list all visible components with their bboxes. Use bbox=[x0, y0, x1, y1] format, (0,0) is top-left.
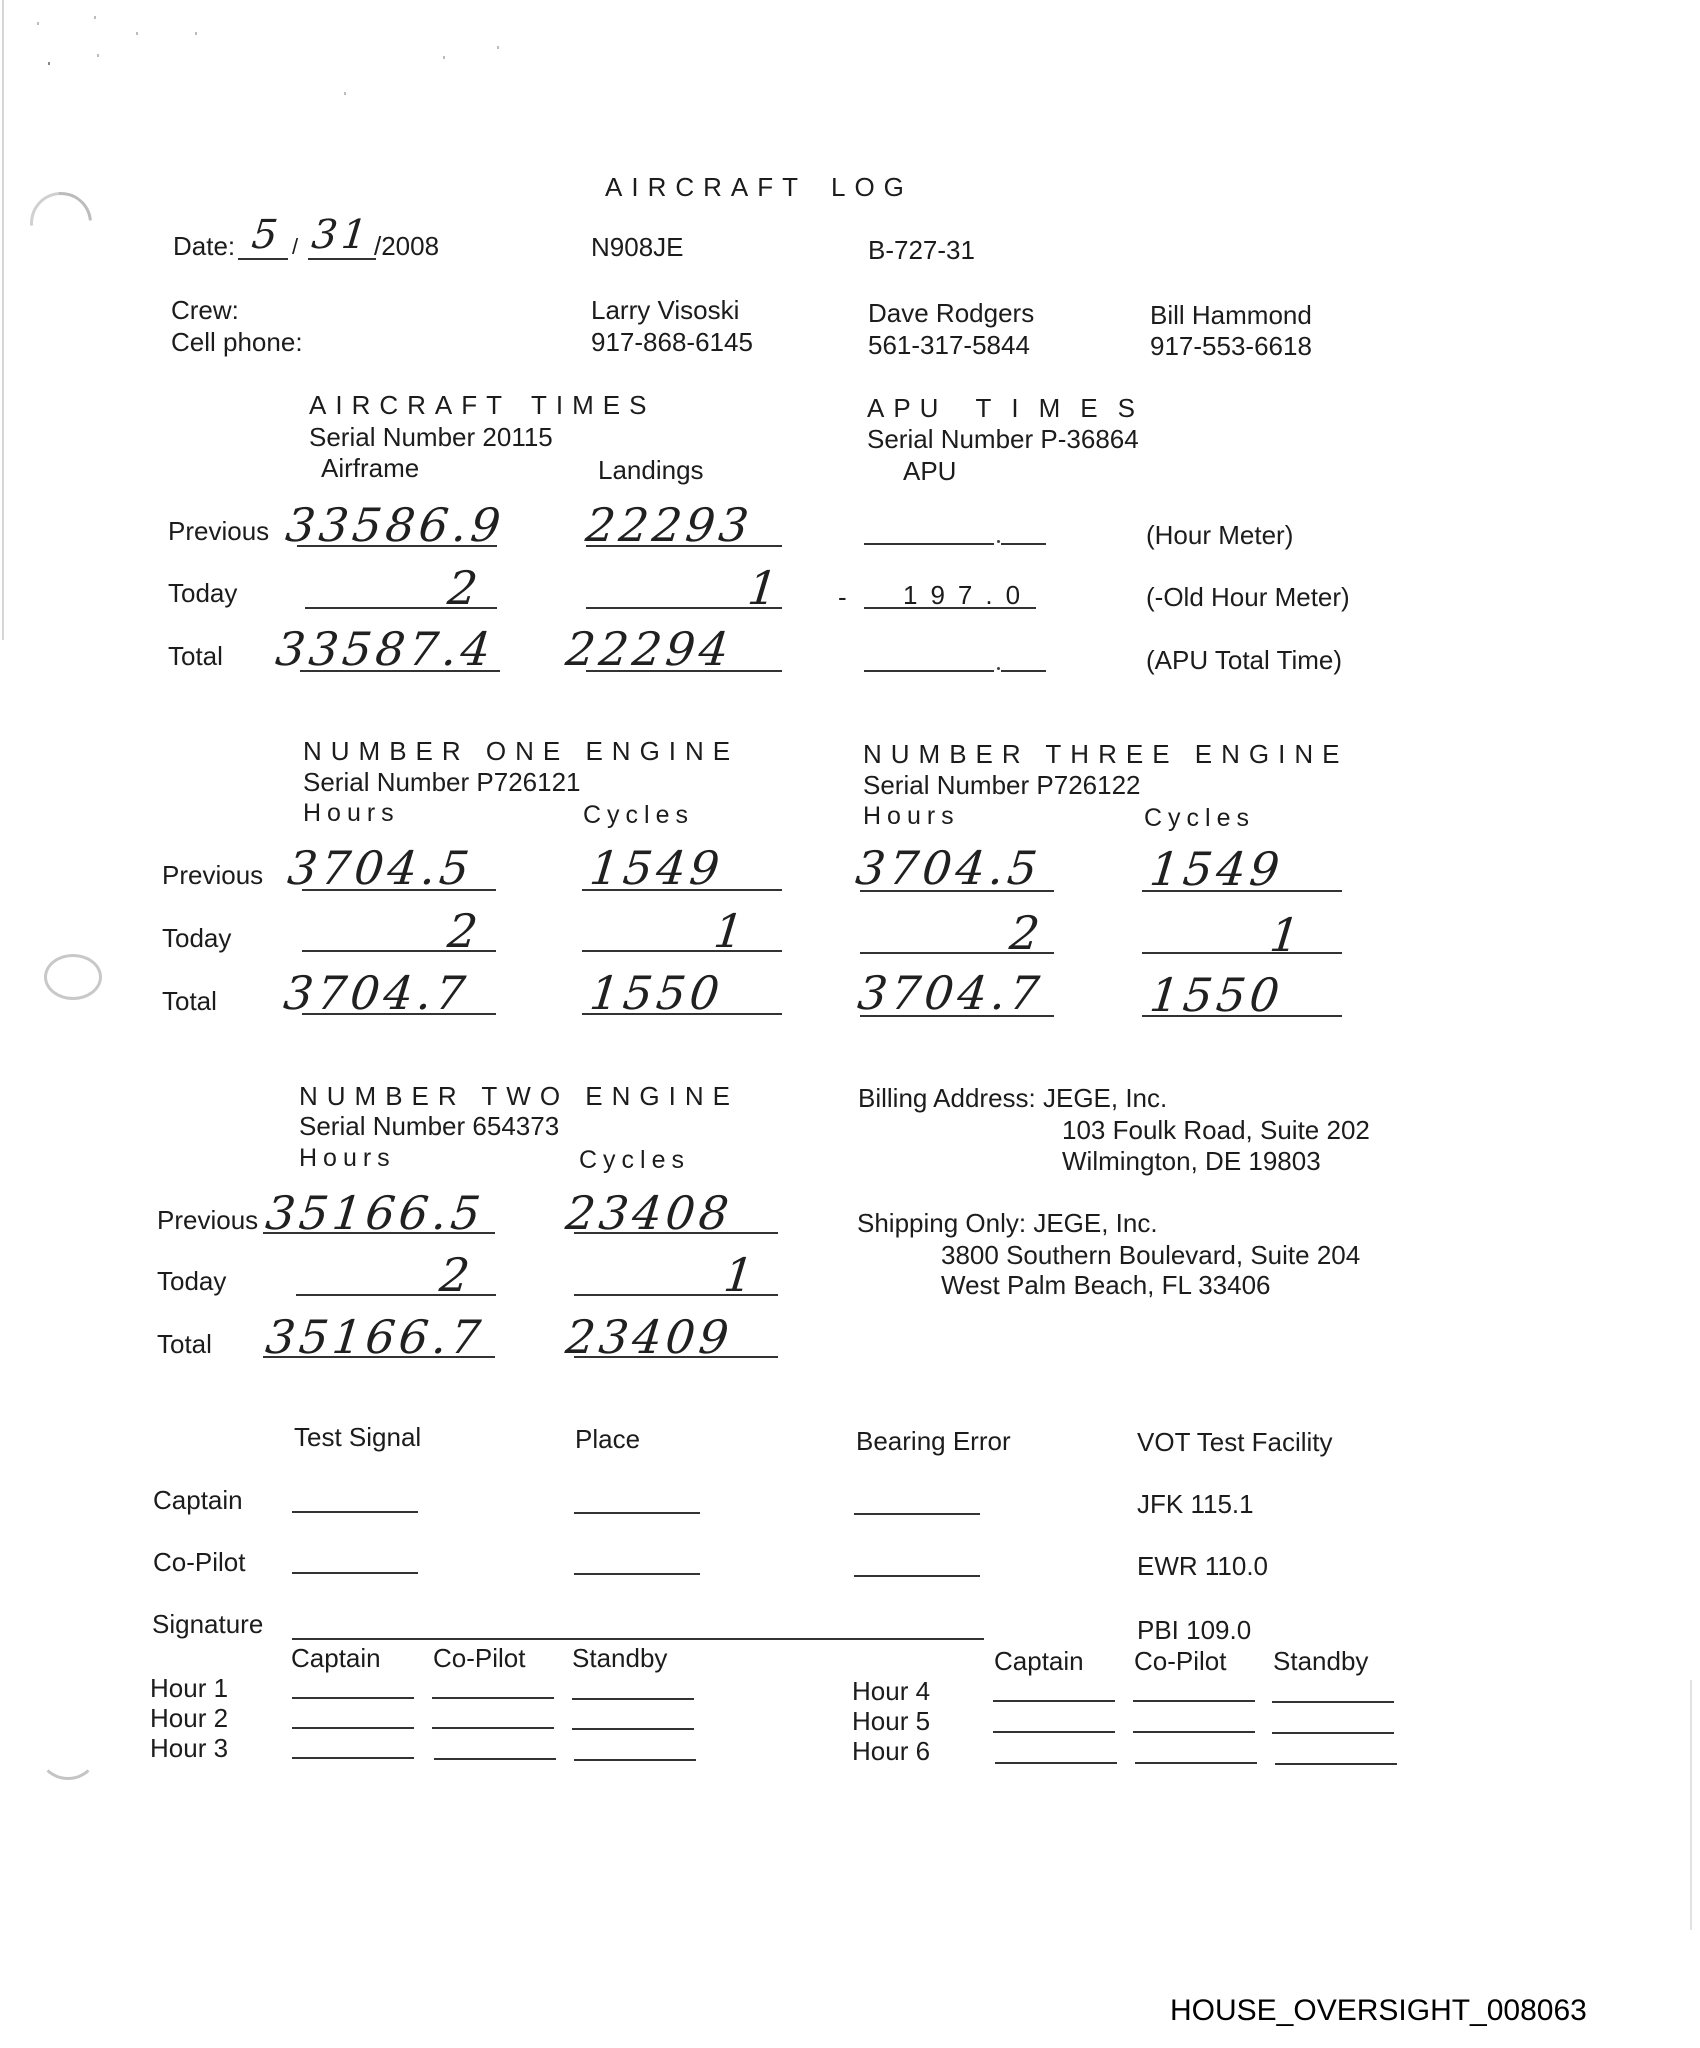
aircraft-type: B-727-31 bbox=[868, 235, 975, 265]
speck bbox=[195, 32, 197, 35]
engine-three-cycles-total-value: 1550 bbox=[1147, 968, 1286, 1022]
hour-6-copilot-line bbox=[1135, 1762, 1257, 1764]
shipping-address-line1: Shipping Only: JEGE, Inc. bbox=[857, 1208, 1158, 1238]
hour-3-captain-line bbox=[292, 1757, 414, 1759]
engine-two-today-label: Today bbox=[157, 1266, 227, 1296]
engine-one-hours-total-value: 3704.7 bbox=[281, 966, 472, 1020]
aircraft-previous-label: Previous bbox=[168, 516, 270, 546]
apu-times-heading-word2: TIMES bbox=[975, 393, 1155, 423]
apu-serial: Serial Number P-36864 bbox=[867, 424, 1139, 454]
apu-total-label: (APU Total Time) bbox=[1146, 645, 1343, 675]
hour-5-captain-line bbox=[993, 1731, 1115, 1733]
hour-4-captain-line bbox=[993, 1700, 1115, 1702]
apu-hour-meter-decimal bbox=[997, 540, 1000, 543]
apu-old-hour-meter-label: (-Old Hour Meter) bbox=[1146, 582, 1350, 612]
hour-4-copilot-line bbox=[1133, 1700, 1255, 1702]
vot-captain-test-signal-line bbox=[292, 1511, 418, 1513]
hour-6-captain-line bbox=[995, 1762, 1117, 1764]
hour-2-label: Hour 2 bbox=[150, 1703, 229, 1733]
engine-two-hours-today-value: 2 bbox=[437, 1248, 477, 1302]
hour-5-copilot-line bbox=[1133, 1731, 1255, 1733]
airframe-today-value: 2 bbox=[445, 561, 485, 615]
hole-punch-middle bbox=[44, 954, 102, 1000]
engine-two-heading: NUMBER TWO ENGINE bbox=[299, 1081, 739, 1111]
vot-facility-jfk: JFK 115.1 bbox=[1137, 1489, 1254, 1519]
form-title-word2: LOG bbox=[831, 172, 913, 202]
speck bbox=[48, 62, 50, 65]
date-day-value: 31 bbox=[309, 212, 374, 258]
airframe-column-label: Airframe bbox=[321, 453, 420, 483]
engine-two-cycles-label: Cycles bbox=[579, 1146, 691, 1174]
apu-total-line bbox=[864, 670, 994, 672]
vot-copilot-bearing-line bbox=[854, 1575, 980, 1577]
engine-two-cycles-previous-value: 23408 bbox=[563, 1186, 736, 1240]
airframe-total-value: 33587.4 bbox=[273, 622, 498, 676]
engine-three-cycles-today-value: 1 bbox=[1267, 908, 1307, 962]
landings-previous-value: 22293 bbox=[583, 498, 756, 552]
engine-three-heading: NUMBER THREE ENGINE bbox=[863, 739, 1349, 769]
date-separator: / bbox=[292, 234, 299, 259]
hour-1-captain-line bbox=[292, 1697, 414, 1699]
landings-today-value: 1 bbox=[745, 561, 785, 615]
hour-1-standby-line bbox=[572, 1698, 694, 1700]
engine-one-total-label: Total bbox=[162, 986, 217, 1016]
date-year: /2008 bbox=[374, 231, 440, 261]
vot-captain-place-line bbox=[574, 1512, 700, 1514]
form-title-word1: AIRCRAFT bbox=[605, 172, 807, 202]
hour-4-standby-line bbox=[1272, 1701, 1394, 1703]
engine-one-previous-label: Previous bbox=[162, 860, 264, 890]
hour-2-copilot-line bbox=[432, 1727, 554, 1729]
vot-facility-pbi: PBI 109.0 bbox=[1137, 1615, 1252, 1645]
signature-line bbox=[292, 1638, 984, 1640]
vot-copilot-place-line bbox=[574, 1573, 700, 1575]
hour-4-label: Hour 4 bbox=[852, 1676, 931, 1706]
hole-punch-bottom bbox=[38, 1724, 98, 1780]
airframe-previous-value: 33586.9 bbox=[283, 498, 508, 552]
apu-times-heading bbox=[867, 395, 1155, 421]
date-month-value: 5 bbox=[249, 212, 284, 258]
engine-two-cycles-total-value: 23409 bbox=[563, 1310, 736, 1364]
engine-two-serial: Serial Number 654373 bbox=[299, 1111, 560, 1141]
hour-6-label: Hour 6 bbox=[852, 1736, 931, 1766]
bates-number: HOUSE_OVERSIGHT_008063 bbox=[1170, 1994, 1587, 2027]
aircraft-times-heading-word2: TIMES bbox=[531, 390, 656, 420]
hour-2-standby-line bbox=[572, 1728, 694, 1730]
shipping-address-line3: West Palm Beach, FL 33406 bbox=[941, 1270, 1271, 1300]
hours-right-copilot-header: Co-Pilot bbox=[1134, 1646, 1227, 1676]
apu-column-label: APU bbox=[903, 456, 957, 486]
engine-one-heading: NUMBER ONE ENGINE bbox=[303, 736, 740, 766]
engine-two-previous-label: Previous bbox=[157, 1205, 259, 1235]
apu-hour-meter-line bbox=[864, 543, 994, 545]
crew-label: Crew: bbox=[171, 295, 239, 325]
crew-name-3: Bill Hammond bbox=[1150, 300, 1312, 330]
engine-one-cycles-today-line bbox=[582, 950, 782, 952]
landings-total-value: 22294 bbox=[563, 622, 736, 676]
hours-right-captain-header: Captain bbox=[994, 1646, 1084, 1676]
hour-2-captain-line bbox=[292, 1727, 414, 1729]
aircraft-times-heading bbox=[309, 392, 655, 418]
crew-phone-2: 561-317-5844 bbox=[868, 330, 1030, 360]
landings-column-label: Landings bbox=[598, 455, 704, 485]
signature-label: Signature bbox=[152, 1609, 264, 1639]
hours-left-standby-header: Standby bbox=[572, 1643, 668, 1673]
billing-address-line3: Wilmington, DE 19803 bbox=[1062, 1146, 1321, 1176]
hour-6-standby-line bbox=[1275, 1763, 1397, 1765]
apu-old-hour-meter-value: 197.0 bbox=[903, 580, 1034, 610]
speck bbox=[94, 16, 96, 19]
shipping-address-line2: 3800 Southern Boulevard, Suite 204 bbox=[941, 1240, 1361, 1270]
engine-three-cycles-label: Cycles bbox=[1144, 804, 1256, 832]
aircraft-times-heading-word1: AIRCRAFT bbox=[309, 390, 511, 420]
date-label: Date: bbox=[173, 231, 236, 261]
apu-times-heading-word1: APU bbox=[867, 393, 948, 423]
vot-copilot-label: Co-Pilot bbox=[153, 1547, 246, 1577]
engine-three-hours-label: Hours bbox=[863, 802, 960, 830]
engine-one-hours-label: Hours bbox=[303, 799, 400, 827]
engine-two-hours-total-value: 35166.7 bbox=[263, 1310, 488, 1364]
engine-two-total-label: Total bbox=[157, 1329, 212, 1359]
engine-three-serial: Serial Number P726122 bbox=[863, 770, 1141, 800]
hour-1-label: Hour 1 bbox=[150, 1673, 229, 1703]
crew-name-2: Dave Rodgers bbox=[868, 298, 1035, 328]
hole-punch-top bbox=[17, 179, 104, 266]
apu-hour-meter-label: (Hour Meter) bbox=[1146, 520, 1294, 550]
aircraft-total-label: Total bbox=[168, 641, 223, 671]
crew-phone-3: 917-553-6618 bbox=[1150, 331, 1312, 361]
engine-three-hours-today-value: 2 bbox=[1007, 906, 1047, 960]
vot-captain-label: Captain bbox=[153, 1485, 243, 1515]
engine-three-cycles-today-line bbox=[1142, 952, 1342, 954]
billing-address-line1: Billing Address: JEGE, Inc. bbox=[858, 1083, 1168, 1113]
hour-3-copilot-line bbox=[434, 1758, 556, 1760]
vot-bearing-error-header: Bearing Error bbox=[856, 1426, 1011, 1456]
vot-captain-bearing-line bbox=[854, 1513, 980, 1515]
engine-one-today-label: Today bbox=[162, 923, 232, 953]
engine-one-cycles-total-value: 1550 bbox=[587, 966, 726, 1020]
apu-minus-sign: - bbox=[838, 582, 847, 612]
engine-one-cycles-previous-value: 1549 bbox=[587, 841, 726, 895]
engine-two-hours-label: Hours bbox=[299, 1144, 396, 1172]
engine-two-hours-previous-value: 35166.5 bbox=[263, 1186, 488, 1240]
aircraft-today-label: Today bbox=[168, 578, 238, 608]
engine-one-hours-today-value: 2 bbox=[445, 904, 485, 958]
engine-three-hours-total-value: 3704.7 bbox=[855, 966, 1046, 1020]
apu-total-decimal bbox=[997, 667, 1000, 670]
hour-3-standby-line bbox=[574, 1759, 696, 1761]
apu-hour-meter-decimal-line bbox=[1001, 543, 1046, 545]
hour-5-standby-line bbox=[1272, 1732, 1394, 1734]
speck bbox=[497, 46, 499, 49]
date-month-line bbox=[238, 258, 288, 260]
vot-facility-header: VOT Test Facility bbox=[1137, 1427, 1333, 1457]
right-edge-line bbox=[1690, 1680, 1692, 1930]
hour-1-copilot-line bbox=[432, 1697, 554, 1699]
engine-one-cycles-today-value: 1 bbox=[711, 904, 751, 958]
hours-left-captain-header: Captain bbox=[291, 1643, 381, 1673]
vot-place-header: Place bbox=[575, 1424, 641, 1454]
vot-copilot-test-signal-line bbox=[292, 1572, 418, 1574]
cell-phone-label: Cell phone: bbox=[171, 327, 303, 357]
engine-three-hours-previous-value: 3704.5 bbox=[853, 841, 1044, 895]
speck bbox=[344, 92, 346, 95]
tail-number: N908JE bbox=[591, 232, 684, 262]
vot-facility-ewr: EWR 110.0 bbox=[1137, 1551, 1269, 1581]
speck bbox=[443, 56, 445, 59]
hours-right-standby-header: Standby bbox=[1273, 1646, 1369, 1676]
engine-one-cycles-label: Cycles bbox=[583, 801, 695, 829]
engine-one-serial: Serial Number P726121 bbox=[303, 767, 581, 797]
crew-phone-1: 917-868-6145 bbox=[591, 327, 753, 357]
date-day-line bbox=[308, 258, 376, 260]
engine-one-hours-previous-value: 3704.5 bbox=[285, 841, 476, 895]
hour-5-label: Hour 5 bbox=[852, 1706, 931, 1736]
aircraft-serial: Serial Number 20115 bbox=[309, 422, 553, 452]
engine-three-cycles-previous-value: 1549 bbox=[1147, 842, 1286, 896]
hour-3-label: Hour 3 bbox=[150, 1733, 229, 1763]
vot-test-signal-header: Test Signal bbox=[294, 1422, 422, 1452]
speck bbox=[37, 22, 39, 25]
speck bbox=[97, 54, 99, 57]
hours-left-copilot-header: Co-Pilot bbox=[433, 1643, 526, 1673]
form-title bbox=[605, 174, 913, 200]
apu-total-decimal-line bbox=[1001, 670, 1046, 672]
speck bbox=[136, 32, 138, 35]
crew-name-1: Larry Visoski bbox=[591, 295, 740, 325]
engine-two-cycles-today-value: 1 bbox=[721, 1248, 761, 1302]
billing-address-line2: 103 Foulk Road, Suite 202 bbox=[1062, 1115, 1370, 1145]
page-edge-line bbox=[2, 0, 4, 640]
